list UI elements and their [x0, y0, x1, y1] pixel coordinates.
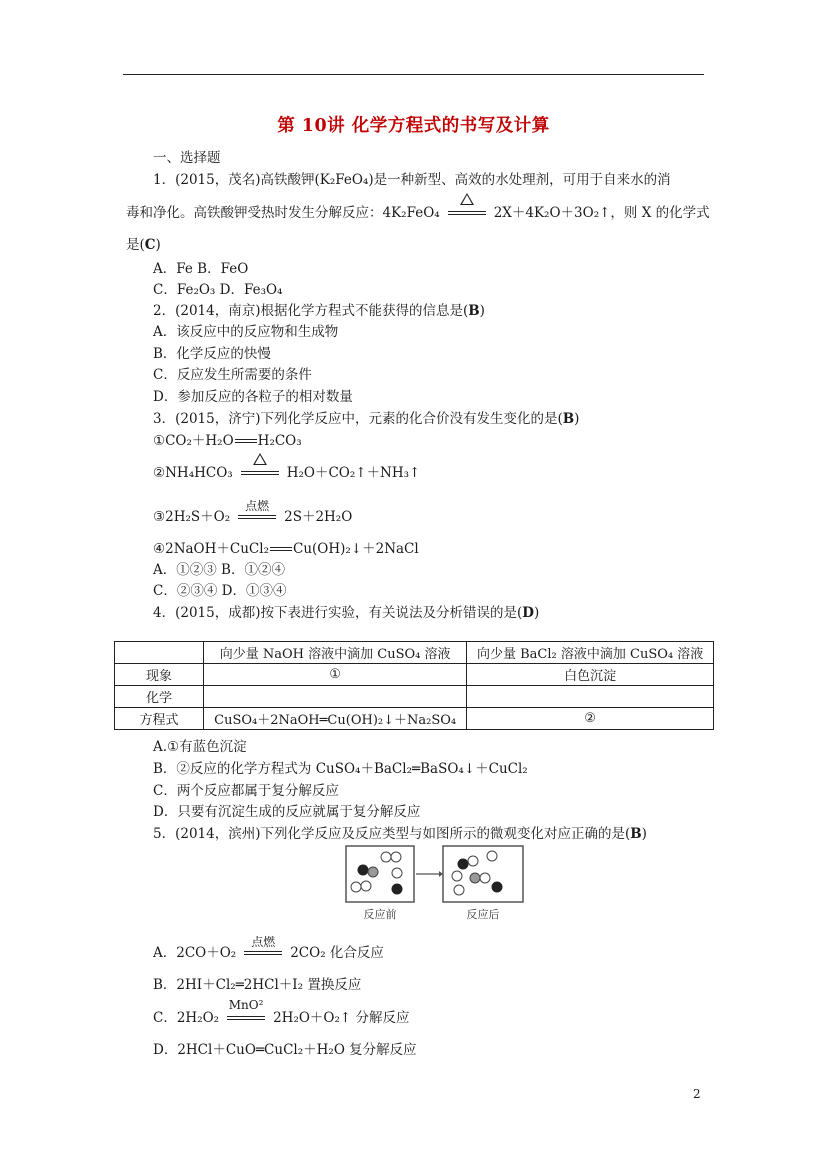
page-number: 2 [693, 1087, 701, 1101]
q1-stem-3: 是(C) [126, 237, 161, 253]
q3-reaction-1: ①CO₂＋H₂O H₂CO₃ [153, 433, 302, 449]
white-atom [392, 868, 402, 878]
white-atom [454, 885, 464, 895]
grey-atom [368, 867, 378, 877]
q1-stem: 1．(2015，茂名)高铁酸钾(K₂FeO₄)是一种新型、高效的水处理剂，可用于自来水的消 [153, 172, 671, 188]
grey-atom [470, 873, 480, 883]
q5-option-d: D．2HCl＋CuO═CuCl₂＋H₂O 复分解反应 [153, 1042, 417, 1058]
white-atom [487, 851, 497, 861]
table-header-cell: 向少量 BaCl₂ 溶液中滴加 CuSO₄ 溶液 [467, 642, 714, 664]
q1-answer: C [144, 237, 156, 253]
q4-option-d: D．只要有沉淀生成的反应就属于复分解反应 [153, 804, 421, 820]
heat-condition [448, 207, 486, 221]
experiment-table [114, 641, 714, 730]
q3-options-2: C．②③④ D．①③④ [153, 583, 287, 599]
q3-options-1: A．①②③ B．①②④ [153, 562, 285, 578]
q4-answer: D [522, 605, 534, 621]
q5-option-a: A．2CO＋O₂ 点燃 2CO₂ 化合反应 [153, 934, 384, 961]
table-row-label: 现象 [115, 664, 204, 686]
table-row [115, 686, 714, 708]
page-title: 第 10讲 化学方程式的书写及计算 [277, 116, 550, 136]
table-row-label: 化学 [115, 686, 204, 708]
black-atom [358, 865, 368, 875]
table-header-cell: 向少量 NaOH 溶液中滴加 CuSO₄ 溶液 [204, 642, 467, 664]
q1-options-2: C．Fe₂O₃ D．Fe₃O₄ [153, 282, 283, 298]
table-cell: ② [467, 708, 714, 730]
table-row [115, 708, 714, 730]
q5-option-c: C．2H₂O₂ MnO² 2H₂O＋O₂↑ 分解反应 [153, 997, 410, 1026]
table-row [115, 642, 714, 664]
q3-answer: B [562, 411, 575, 427]
white-atom [351, 882, 361, 892]
q4-stem: 4．(2015，成都)按下表进行实验，有关说法及分析错误的是(D) [153, 605, 540, 621]
q4-option-a: A.①有蓝色沉淀 [153, 739, 247, 755]
q3-reaction-4: ④2NaOH＋CuCl₂ Cu(OH)₂↓＋2NaCl [153, 541, 419, 557]
catalyst-condition: MnO² [227, 1012, 265, 1026]
q2-answer: B [468, 303, 480, 319]
ignite-condition: 点燃 [244, 947, 282, 961]
q4-option-b: B．②反应的化学方程式为 CuSO₄＋BaCl₂═BaSO₄↓＋CuCl₂ [153, 761, 528, 777]
q5-answer: B [630, 826, 642, 842]
q1-stem-2: 毒和净化。高铁酸钾受热时发生分解反应：4K₂FeO₄ 2X＋4K₂O＋3O₂↑，则 X 的化学式 [126, 201, 710, 221]
q2-option-a: A．该反应中的反应物和生成物 [153, 324, 339, 340]
table-row [115, 664, 714, 686]
after-label: 反应后 [466, 908, 500, 921]
ignite-condition: 点燃 [238, 511, 276, 525]
table-cell: ① [204, 664, 467, 686]
equals-sign [270, 547, 292, 553]
white-atom [468, 856, 478, 866]
q4-option-c: C．两个反应都属于复分解反应 [153, 783, 339, 799]
before-box [346, 846, 414, 902]
table-cell: CuSO₄＋2NaOH═Cu(OH)₂↓＋Na₂SO₄ [204, 708, 467, 730]
q2-stem: 2．(2014，南京)根据化学方程式不能获得的信息是(B) [153, 303, 485, 319]
q3-reaction-3: ③2H₂S＋O₂ 点燃 2S＋2H₂O [153, 498, 353, 525]
black-atom [492, 882, 502, 892]
heat-condition [241, 467, 279, 481]
heat-triangle-icon [253, 453, 267, 465]
white-atom [361, 881, 371, 891]
q1-options-1: A．Fe B．FeO [153, 261, 249, 277]
section-heading: 一、选择题 [153, 150, 221, 166]
white-atom [480, 873, 490, 883]
heat-triangle-icon [460, 193, 474, 205]
black-atom [392, 884, 402, 894]
white-atom [381, 852, 391, 862]
q5-option-b: B．2HI＋Cl₂═2HCl＋I₂ 置换反应 [153, 977, 362, 993]
table-row-label: 方程式 [115, 708, 204, 730]
before-label: 反应前 [363, 908, 397, 921]
black-atom [458, 859, 468, 869]
q2-option-d: D．参加反应的各粒子的相对数量 [153, 389, 353, 405]
header-rule [123, 74, 704, 75]
q3-reaction-2: ②NH₄HCO₃ H₂O＋CO₂↑＋NH₃↑ [153, 461, 420, 481]
table-cell: 白色沉淀 [467, 664, 714, 686]
equals-sign [235, 439, 257, 445]
q2-option-c: C．反应发生所需要的条件 [153, 367, 312, 383]
q5-stem: 5．(2014，滨州)下列化学反应及反应类型与如图所示的微观变化对应正确的是(B) [153, 826, 647, 842]
q3-stem: 3．(2015，济宁)下列化学反应中，元素的化合价没有发生变化的是(B) [153, 411, 580, 427]
white-atom [391, 852, 401, 862]
q2-option-b: B．化学反应的快慢 [153, 346, 271, 362]
micro-change-diagram [345, 845, 525, 925]
white-atom [452, 871, 462, 881]
